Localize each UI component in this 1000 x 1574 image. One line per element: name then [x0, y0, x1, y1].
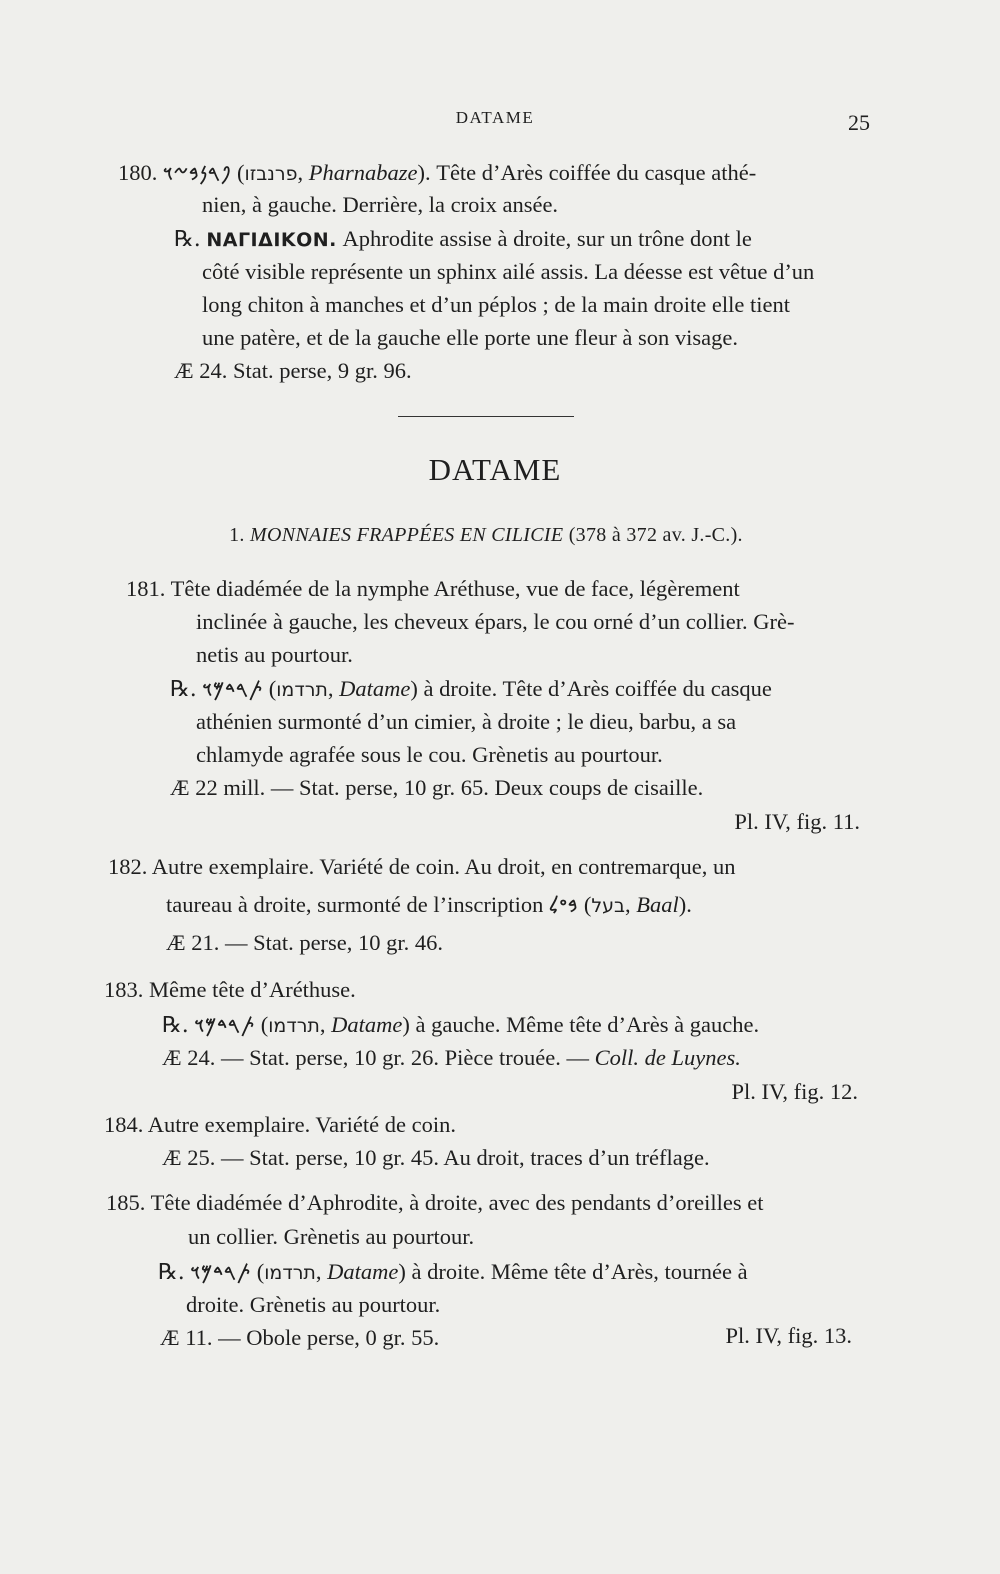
- entry-text: Autre exemplaire. Variété de coin.: [147, 1112, 456, 1137]
- entry-185-line-4: droite. Grènetis au pourtour.: [186, 1292, 441, 1317]
- entry-181-line-6: chlamyde agrafée sous le cou. Grènetis au pourtour.: [196, 742, 663, 767]
- running-head: [0, 108, 1000, 135]
- entry-180-line-3: [174, 224, 752, 255]
- metal-mark: Æ: [162, 1145, 182, 1170]
- entry-184-line-1: [104, 1110, 456, 1140]
- phoenician-legend: 𐤕𐤓𐤃𐤌𐤅: [202, 677, 264, 701]
- phoenician-legend: 𐤐𐤓𐤍𐤁𐤆𐤅: [163, 161, 232, 185]
- greek-legend: ΝΑΓΙΔΙΚΟΝ.: [206, 229, 337, 251]
- entry-185-line-5: [160, 1323, 439, 1353]
- obverse-text: Tête diadémée de la nymphe Aréthuse, vue de face, légèrement: [170, 576, 740, 601]
- entry-text: Même tête d’Aréthuse.: [149, 977, 356, 1002]
- entry-text: taureau à droite, surmonté de l’inscription: [166, 892, 544, 917]
- metal-mark: Æ: [174, 358, 194, 383]
- coin-details: 24. Stat. perse, 9 gr. 96.: [199, 358, 412, 383]
- section-subtitle: [0, 524, 972, 547]
- entry-number: 182.: [108, 854, 148, 879]
- metal-mark: Æ: [160, 1325, 180, 1350]
- entry-183-line-2: ℞. 𐤕𐤓𐤃𐤌𐤅 (תרדמו, Datame) à gauche. Même tête d’Arès à gauche.: [162, 1012, 760, 1038]
- phoenician-legend: 𐤕𐤓𐤃𐤌𐤅: [190, 1260, 252, 1284]
- metal-mark: Æ: [170, 775, 190, 800]
- entry-183-line-1: [104, 975, 356, 1005]
- entry-181-line-4: ℞. 𐤕𐤓𐤃𐤌𐤅 (תרדמו, Datame) à droite. Tête d’Arès coiffée du casque: [170, 676, 772, 702]
- coin-details: 24. — Stat. perse, 10 gr. 26. Pièce trouée. —: [187, 1045, 589, 1070]
- legend-name: Pharnabaze: [308, 160, 418, 185]
- hebrew-legend: פרנבזו: [244, 163, 298, 185]
- subtitle-number: 1.: [229, 524, 245, 546]
- section-divider: [398, 416, 574, 417]
- plate-reference: Pl. IV, fig. 13.: [725, 1323, 852, 1348]
- hebrew-legend: תרדמו: [268, 1015, 320, 1037]
- reverse-text: à gauche. Même tête d’Arès à gauche.: [415, 1012, 760, 1037]
- entry-181-line-1: [126, 574, 740, 604]
- subtitle-italic: MONNAIES FRAPPÉES EN CILICIE: [250, 524, 564, 546]
- hebrew-legend: תרדמו: [264, 1262, 316, 1284]
- running-title: DATAME: [455, 108, 535, 127]
- entry-183-line-3: [162, 1043, 741, 1073]
- entry-180-line-4: côté visible représente un sphinx ailé assis. La déesse est vêtue d’un: [202, 259, 815, 284]
- obverse-text: Tête d’Arès coiffée du casque athé-: [436, 160, 757, 185]
- plate-reference: Pl. IV, fig. 12.: [731, 1079, 858, 1104]
- legend-name: Baal: [636, 892, 679, 917]
- plate-reference: Pl. IV, fig. 11.: [734, 809, 860, 834]
- legend-name: Datame: [339, 676, 411, 701]
- collection-name: Coll. de Luynes.: [594, 1045, 741, 1070]
- entry-180-line-5: long chiton à manches et d’un péplos ; de la main droite elle tient: [202, 292, 790, 317]
- coin-details: 21. — Stat. perse, 10 gr. 46.: [191, 930, 444, 955]
- entry-181-line-7: [170, 773, 703, 803]
- entry-number: 183.: [104, 977, 144, 1002]
- entry-180-line-1: 180. 𐤐𐤓𐤍𐤁𐤆𐤅 (פרנבזו, Pharnabaze). Tête d’Arès coiffée du casque athé-: [118, 160, 757, 185]
- entry-182-line-2: taureau à droite, surmonté de l’inscription 𐤁𐤏𐤋 (בעל, Baal).: [166, 892, 692, 917]
- entry-182-line-3: [166, 928, 443, 958]
- entry-185-line-2: un collier. Grènetis au pourtour.: [188, 1224, 475, 1249]
- legend-name: Datame: [331, 1012, 403, 1037]
- coin-details: 25. — Stat. perse, 10 gr. 45. Au droit, traces d’un tréflage.: [187, 1145, 710, 1170]
- reverse-mark: ℞.: [162, 1013, 189, 1038]
- entry-number: 181.: [126, 576, 166, 601]
- metal-mark: Æ: [166, 930, 186, 955]
- section-title: DATAME: [428, 452, 562, 487]
- entry-number: 180.: [118, 160, 158, 185]
- reverse-text: Aphrodite assise à droite, sur un trône dont le: [342, 226, 752, 251]
- entry-181-line-3: netis au pourtour.: [196, 642, 353, 667]
- page-number: 25: [848, 110, 870, 135]
- hebrew-legend: בעל: [591, 895, 626, 917]
- phoenician-legend: 𐤕𐤓𐤃𐤌𐤅: [194, 1013, 256, 1037]
- legend-name: Datame: [327, 1259, 399, 1284]
- phoenician-legend: 𐤁𐤏𐤋: [549, 893, 579, 917]
- entry-185-line-3: ℞. 𐤕𐤓𐤃𐤌𐤅 (תרדמו, Datame) à droite. Même tête d’Arès, tournée à: [158, 1259, 748, 1285]
- hebrew-legend: תרדמו: [276, 679, 328, 701]
- entry-184-line-2: [162, 1143, 710, 1173]
- reverse-text: à droite. Même tête d’Arès, tournée à: [411, 1259, 748, 1284]
- entry-180-line-6: une patère, et de la gauche elle porte une fleur à son visage.: [202, 325, 739, 350]
- reverse-mark: ℞.: [174, 227, 201, 252]
- coin-details: 22 mill. — Stat. perse, 10 gr. 65. Deux coups de cisaille.: [195, 775, 704, 800]
- entry-number: 184.: [104, 1112, 144, 1137]
- entry-181-line-5: athénien surmonté d’un cimier, à droite ; le dieu, barbu, a sa: [196, 709, 737, 734]
- reverse-mark: ℞.: [170, 677, 197, 702]
- metal-mark: Æ: [162, 1045, 182, 1070]
- entry-181-line-2: inclinée à gauche, les cheveux épars, le cou orné d’un collier. Grè-: [196, 609, 795, 634]
- entry-185-line-1: [106, 1188, 763, 1218]
- entry-182-line-1: [108, 852, 736, 882]
- entry-number: 185.: [106, 1190, 146, 1215]
- entry-text: Tête diadémée d’Aphrodite, à droite, avec des pendants d’oreilles et: [150, 1190, 764, 1215]
- coin-details: 11. — Obole perse, 0 gr. 55.: [185, 1325, 440, 1350]
- reverse-mark: ℞.: [158, 1260, 185, 1285]
- entry-180-line-2: nien, à gauche. Derrière, la croix ansée.: [202, 192, 559, 217]
- entry-text: Autre exemplaire. Variété de coin. Au droit, en contremarque, un: [151, 854, 736, 879]
- entry-180-line-7: [174, 356, 412, 386]
- subtitle-dates: (378 à 372 av. J.-C.).: [568, 524, 743, 546]
- reverse-text: à droite. Tête d’Arès coiffée du casque: [423, 676, 772, 701]
